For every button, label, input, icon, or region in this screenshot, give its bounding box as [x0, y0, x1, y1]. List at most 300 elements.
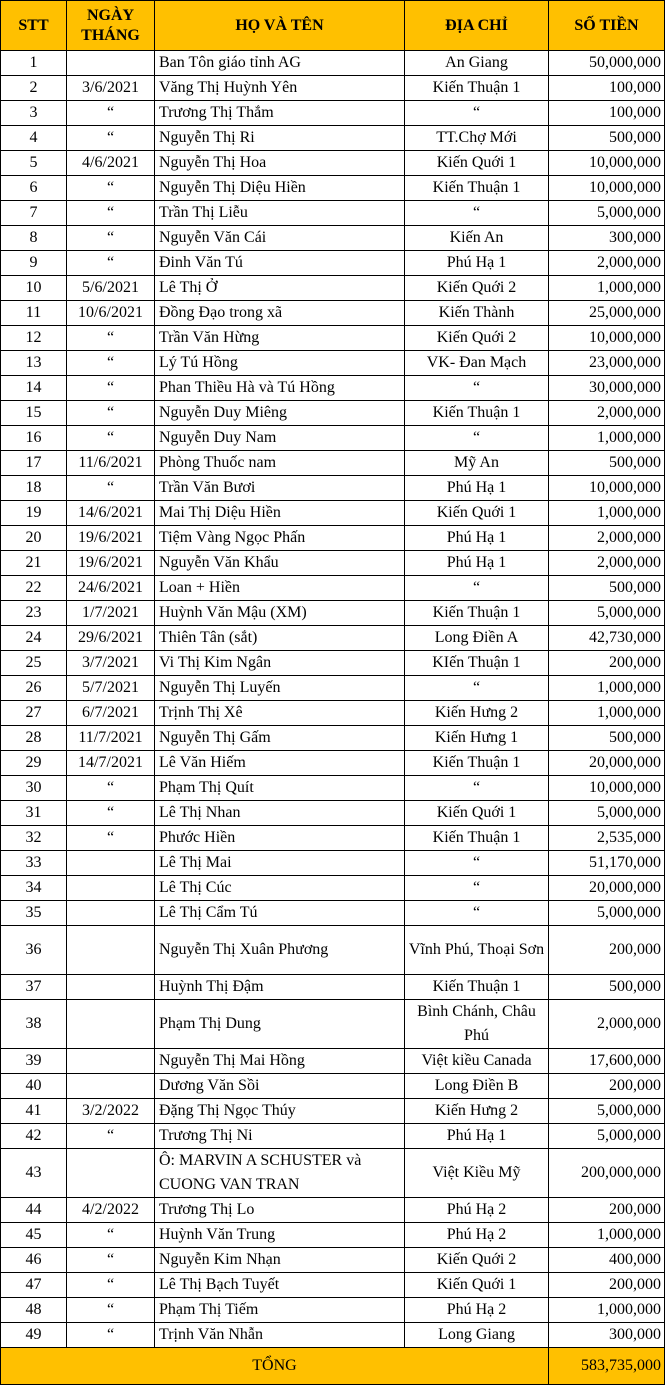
row-date: “ — [67, 1124, 155, 1149]
row-address: Kiến Quới 1 — [405, 151, 549, 176]
row-amount: 50,000,000 — [549, 51, 665, 76]
row-amount: 5,000,000 — [549, 801, 665, 826]
row-date: 3/7/2021 — [67, 651, 155, 676]
row-amount: 100,000 — [549, 76, 665, 101]
row-amount: 1,000,000 — [549, 426, 665, 451]
row-date: “ — [67, 376, 155, 401]
row-name: Văng Thị Huỳnh Yên — [155, 76, 405, 101]
row-name: Nguyễn Thị Hoa — [155, 151, 405, 176]
table-row — [1, 651, 665, 676]
row-number: 49 — [1, 1323, 67, 1348]
table-footer — [1, 1348, 665, 1385]
table-row — [1, 1149, 665, 1198]
row-name: Nguyễn Thị Xuân Phương — [155, 926, 405, 975]
row-name: Lý Tú Hồng — [155, 351, 405, 376]
row-amount: 2,000,000 — [549, 526, 665, 551]
row-address: “ — [405, 576, 549, 601]
row-amount: 1,000,000 — [549, 676, 665, 701]
row-number: 7 — [1, 201, 67, 226]
row-address: “ — [405, 876, 549, 901]
row-name: Lê Thị Cẩm Tú — [155, 901, 405, 926]
row-date: 19/6/2021 — [67, 551, 155, 576]
row-address: Kiến Thuận 1 — [405, 401, 549, 426]
table-row — [1, 451, 665, 476]
row-date: “ — [67, 1273, 155, 1298]
row-address: Kiến An — [405, 226, 549, 251]
row-address: VK- Đan Mạch — [405, 351, 549, 376]
row-number: 34 — [1, 876, 67, 901]
row-amount: 51,170,000 — [549, 851, 665, 876]
table-row — [1, 975, 665, 1000]
row-address: Kiến Hưng 1 — [405, 726, 549, 751]
row-date — [67, 876, 155, 901]
row-number: 32 — [1, 826, 67, 851]
table-row — [1, 226, 665, 251]
row-number: 17 — [1, 451, 67, 476]
row-name: Phước Hiền — [155, 826, 405, 851]
row-address: Vĩnh Phú, Thoại Sơn — [405, 926, 549, 975]
row-name: Dương Văn Sồi — [155, 1074, 405, 1099]
row-address: “ — [405, 676, 549, 701]
row-number: 16 — [1, 426, 67, 451]
row-name: Phạm Thị Dung — [155, 1000, 405, 1049]
total-row — [1, 1348, 665, 1385]
row-date: “ — [67, 326, 155, 351]
row-number: 30 — [1, 776, 67, 801]
row-name: Phạm Thị Tiếm — [155, 1298, 405, 1323]
row-address: KIến Thuận 1 — [405, 651, 549, 676]
header-address: ĐỊA CHỈ — [405, 1, 549, 51]
row-amount: 10,000,000 — [549, 326, 665, 351]
table-row — [1, 626, 665, 651]
row-name: Trịnh Thị Xê — [155, 701, 405, 726]
row-amount: 1,000,000 — [549, 1223, 665, 1248]
row-number: 29 — [1, 751, 67, 776]
row-amount: 200,000 — [549, 1198, 665, 1223]
row-name: Trương Thị Lo — [155, 1198, 405, 1223]
row-name: Nguyễn Duy Miêng — [155, 401, 405, 426]
row-address: Kiến Quới 1 — [405, 501, 549, 526]
row-name: Vi Thị Kim Ngân — [155, 651, 405, 676]
row-amount: 1,000,000 — [549, 276, 665, 301]
row-amount: 5,000,000 — [549, 1099, 665, 1124]
row-address: Việt kiều Canada — [405, 1049, 549, 1074]
row-number: 48 — [1, 1298, 67, 1323]
header-name: HỌ VÀ TÊN — [155, 1, 405, 51]
row-address: “ — [405, 901, 549, 926]
row-amount: 400,000 — [549, 1248, 665, 1273]
row-name: Trần Thị Liễu — [155, 201, 405, 226]
row-number: 10 — [1, 276, 67, 301]
row-number: 18 — [1, 476, 67, 501]
row-amount: 25,000,000 — [549, 301, 665, 326]
row-address: “ — [405, 776, 549, 801]
row-name: Loan + Hiền — [155, 576, 405, 601]
row-name: Lê Văn Hiếm — [155, 751, 405, 776]
row-name: Nguyễn Văn Khẩu — [155, 551, 405, 576]
row-address: Kiến Thành — [405, 301, 549, 326]
row-date — [67, 851, 155, 876]
row-number: 13 — [1, 351, 67, 376]
row-amount: 200,000 — [549, 1273, 665, 1298]
row-amount: 17,600,000 — [549, 1049, 665, 1074]
row-amount: 300,000 — [549, 226, 665, 251]
row-date: “ — [67, 476, 155, 501]
row-date: “ — [67, 1298, 155, 1323]
row-address: “ — [405, 376, 549, 401]
row-date: 14/7/2021 — [67, 751, 155, 776]
table-row — [1, 701, 665, 726]
row-number: 8 — [1, 226, 67, 251]
row-address: Kiến Thuận 1 — [405, 76, 549, 101]
row-date: “ — [67, 176, 155, 201]
row-name: Lê Thị Mai — [155, 851, 405, 876]
row-amount: 1,000,000 — [549, 701, 665, 726]
table-row — [1, 801, 665, 826]
table-row — [1, 401, 665, 426]
row-number: 26 — [1, 676, 67, 701]
table-row — [1, 526, 665, 551]
row-name: Đồng Đạo trong xã — [155, 301, 405, 326]
row-number: 47 — [1, 1273, 67, 1298]
row-date: “ — [67, 101, 155, 126]
table-header — [1, 1, 665, 51]
row-address: Kiến Thuận 1 — [405, 826, 549, 851]
row-name: Trần Văn Bươi — [155, 476, 405, 501]
row-number: 45 — [1, 1223, 67, 1248]
row-number: 19 — [1, 501, 67, 526]
row-amount: 42,730,000 — [549, 626, 665, 651]
row-address: Kiến Hưng 2 — [405, 701, 549, 726]
table-row — [1, 826, 665, 851]
row-amount: 500,000 — [549, 126, 665, 151]
row-date: 5/6/2021 — [67, 276, 155, 301]
row-amount: 100,000 — [549, 101, 665, 126]
row-address: “ — [405, 101, 549, 126]
table-row — [1, 51, 665, 76]
row-date: “ — [67, 251, 155, 276]
row-name: Đinh Văn Tú — [155, 251, 405, 276]
header-row — [1, 1, 665, 51]
table-row — [1, 476, 665, 501]
table-row — [1, 926, 665, 975]
row-address: “ — [405, 851, 549, 876]
row-date — [67, 901, 155, 926]
table-body — [1, 51, 665, 1348]
row-date: “ — [67, 826, 155, 851]
row-date: “ — [67, 201, 155, 226]
row-date: “ — [67, 351, 155, 376]
row-address: Kiến Thuận 1 — [405, 601, 549, 626]
table-row — [1, 176, 665, 201]
row-address: Phú Hạ 2 — [405, 1223, 549, 1248]
row-address: Kiến Quới 2 — [405, 1248, 549, 1273]
table-row — [1, 1000, 665, 1049]
row-number: 42 — [1, 1124, 67, 1149]
row-amount: 300,000 — [549, 1323, 665, 1348]
row-date: “ — [67, 126, 155, 151]
row-amount: 500,000 — [549, 576, 665, 601]
row-address: Phú Hạ 1 — [405, 1124, 549, 1149]
table-row — [1, 1248, 665, 1273]
row-address: “ — [405, 201, 549, 226]
table-row — [1, 376, 665, 401]
table-row — [1, 876, 665, 901]
row-name: Nguyễn Kim Nhạn — [155, 1248, 405, 1273]
row-address: Phú Hạ 1 — [405, 526, 549, 551]
header-amount: SỐ TIỀN — [549, 1, 665, 51]
row-date: 19/6/2021 — [67, 526, 155, 551]
row-name: Trịnh Văn Nhẫn — [155, 1323, 405, 1348]
row-name: Nguyễn Thị Ri — [155, 126, 405, 151]
row-amount: 20,000,000 — [549, 751, 665, 776]
row-date: 5/7/2021 — [67, 676, 155, 701]
row-date: 4/6/2021 — [67, 151, 155, 176]
row-amount: 200,000 — [549, 651, 665, 676]
row-number: 9 — [1, 251, 67, 276]
row-number: 14 — [1, 376, 67, 401]
row-address: Phú Hạ 1 — [405, 551, 549, 576]
table-row — [1, 101, 665, 126]
table-row — [1, 726, 665, 751]
row-amount: 200,000,000 — [549, 1149, 665, 1198]
table-row — [1, 151, 665, 176]
row-number: 44 — [1, 1198, 67, 1223]
row-amount: 2,000,000 — [549, 1000, 665, 1049]
row-amount: 10,000,000 — [549, 176, 665, 201]
row-number: 23 — [1, 601, 67, 626]
row-amount: 10,000,000 — [549, 151, 665, 176]
row-address: Long Điền B — [405, 1074, 549, 1099]
row-amount: 20,000,000 — [549, 876, 665, 901]
table-row — [1, 326, 665, 351]
table-row — [1, 276, 665, 301]
row-date: 11/6/2021 — [67, 451, 155, 476]
row-name: Nguyễn Thị Diệu Hiền — [155, 176, 405, 201]
row-name: Huỳnh Văn Trung — [155, 1223, 405, 1248]
row-amount: 5,000,000 — [549, 1124, 665, 1149]
row-address: Kiến Quới 2 — [405, 326, 549, 351]
row-date — [67, 1149, 155, 1198]
table-row — [1, 1273, 665, 1298]
row-date: 29/6/2021 — [67, 626, 155, 651]
row-name: Lê Thị Cúc — [155, 876, 405, 901]
row-name: Phạm Thị Quít — [155, 776, 405, 801]
row-date: “ — [67, 226, 155, 251]
row-date — [67, 975, 155, 1000]
row-amount: 2,000,000 — [549, 401, 665, 426]
table-row — [1, 126, 665, 151]
row-amount: 5,000,000 — [549, 601, 665, 626]
row-name: Mai Thị Diệu Hiền — [155, 501, 405, 526]
row-number: 5 — [1, 151, 67, 176]
row-amount: 23,000,000 — [549, 351, 665, 376]
row-amount: 200,000 — [549, 926, 665, 975]
header-stt: STT — [1, 1, 67, 51]
total-amount: 583,735,000 — [549, 1348, 665, 1385]
row-name: Trần Văn Hừng — [155, 326, 405, 351]
table-row — [1, 851, 665, 876]
row-address: Kiến Hưng 2 — [405, 1099, 549, 1124]
row-number: 3 — [1, 101, 67, 126]
row-date: “ — [67, 1223, 155, 1248]
row-number: 31 — [1, 801, 67, 826]
row-name: Đặng Thị Ngọc Thúy — [155, 1099, 405, 1124]
row-number: 15 — [1, 401, 67, 426]
row-number: 46 — [1, 1248, 67, 1273]
table-row — [1, 1298, 665, 1323]
row-address: Kiến Quới 1 — [405, 801, 549, 826]
row-number: 4 — [1, 126, 67, 151]
row-amount: 5,000,000 — [549, 201, 665, 226]
row-name: Huỳnh Thị Đậm — [155, 975, 405, 1000]
row-address: Phú Hạ 1 — [405, 476, 549, 501]
row-name: Phan Thiều Hà và Tú Hồng — [155, 376, 405, 401]
row-amount: 10,000,000 — [549, 776, 665, 801]
row-number: 35 — [1, 901, 67, 926]
row-date: “ — [67, 1323, 155, 1348]
row-date: 14/6/2021 — [67, 501, 155, 526]
row-amount: 1,000,000 — [549, 1298, 665, 1323]
table-row — [1, 1198, 665, 1223]
row-address: Phú Hạ 2 — [405, 1298, 549, 1323]
row-name: Lê Thị Nhan — [155, 801, 405, 826]
row-name: Nguyễn Thị Luyến — [155, 676, 405, 701]
row-number: 40 — [1, 1074, 67, 1099]
row-number: 38 — [1, 1000, 67, 1049]
row-number: 12 — [1, 326, 67, 351]
row-address: Kiến Thuận 1 — [405, 176, 549, 201]
table-row — [1, 1099, 665, 1124]
row-name: Nguyễn Thị Mai Hồng — [155, 1049, 405, 1074]
row-number: 22 — [1, 576, 67, 601]
row-date: “ — [67, 801, 155, 826]
row-name: Huỳnh Văn Mậu (XM) — [155, 601, 405, 626]
row-amount: 1,000,000 — [549, 501, 665, 526]
row-date: 3/2/2022 — [67, 1099, 155, 1124]
row-amount: 500,000 — [549, 975, 665, 1000]
row-amount: 5,000,000 — [549, 901, 665, 926]
row-date: 24/6/2021 — [67, 576, 155, 601]
row-name: Nguyễn Thị Gấm — [155, 726, 405, 751]
row-date — [67, 1074, 155, 1099]
row-date — [67, 1000, 155, 1049]
row-address: An Giang — [405, 51, 549, 76]
row-number: 43 — [1, 1149, 67, 1198]
row-number: 24 — [1, 626, 67, 651]
row-name: Trương Thị Ni — [155, 1124, 405, 1149]
row-date: 3/6/2021 — [67, 76, 155, 101]
table-row — [1, 901, 665, 926]
table-row — [1, 676, 665, 701]
table-row — [1, 1049, 665, 1074]
row-name: Lê Thị Ở — [155, 276, 405, 301]
row-name: Ô: MARVIN A SCHUSTER và CUONG VAN TRAN — [155, 1149, 405, 1198]
row-name: Thiên Tân (sắt) — [155, 626, 405, 651]
row-number: 6 — [1, 176, 67, 201]
row-address: TT.Chợ Mới — [405, 126, 549, 151]
table-row — [1, 601, 665, 626]
row-number: 36 — [1, 926, 67, 975]
row-name: Tiệm Vàng Ngọc Phấn — [155, 526, 405, 551]
row-date — [67, 1049, 155, 1074]
table-row — [1, 776, 665, 801]
row-amount: 2,535,000 — [549, 826, 665, 851]
row-amount: 500,000 — [549, 726, 665, 751]
row-address: Phú Hạ 2 — [405, 1198, 549, 1223]
row-number: 41 — [1, 1099, 67, 1124]
row-date: “ — [67, 1248, 155, 1273]
row-address: Kiến Thuận 1 — [405, 975, 549, 1000]
row-number: 20 — [1, 526, 67, 551]
row-address: Long Điền A — [405, 626, 549, 651]
table-row — [1, 301, 665, 326]
row-address: Phú Hạ 1 — [405, 251, 549, 276]
row-address: Kiến Thuận 1 — [405, 751, 549, 776]
row-number: 33 — [1, 851, 67, 876]
row-number: 25 — [1, 651, 67, 676]
row-number: 27 — [1, 701, 67, 726]
row-number: 11 — [1, 301, 67, 326]
row-address: Long Giang — [405, 1323, 549, 1348]
row-date: 11/7/2021 — [67, 726, 155, 751]
row-date: 6/7/2021 — [67, 701, 155, 726]
total-label: TỔNG — [1, 1348, 549, 1385]
row-amount: 200,000 — [549, 1074, 665, 1099]
row-name: Ban Tôn giáo tỉnh AG — [155, 51, 405, 76]
row-number: 1 — [1, 51, 67, 76]
row-address: Kiến Quới 2 — [405, 276, 549, 301]
row-address: Bình Chánh, Châu Phú — [405, 1000, 549, 1049]
table-row — [1, 1323, 665, 1348]
row-number: 2 — [1, 76, 67, 101]
row-address: Kiến Quới 1 — [405, 1273, 549, 1298]
header-date: NGÀY THÁNG — [67, 1, 155, 51]
table-row — [1, 551, 665, 576]
table-row — [1, 76, 665, 101]
row-amount: 10,000,000 — [549, 476, 665, 501]
row-number: 37 — [1, 975, 67, 1000]
row-name: Nguyễn Duy Nam — [155, 426, 405, 451]
row-name: Phòng Thuốc nam — [155, 451, 405, 476]
table-row — [1, 576, 665, 601]
table-row — [1, 1124, 665, 1149]
table-row — [1, 351, 665, 376]
row-amount: 2,000,000 — [549, 251, 665, 276]
row-date: “ — [67, 776, 155, 801]
row-date — [67, 51, 155, 76]
row-date: “ — [67, 401, 155, 426]
table-row — [1, 1223, 665, 1248]
table-row — [1, 251, 665, 276]
row-name: Nguyễn Văn Cái — [155, 226, 405, 251]
row-amount: 2,000,000 — [549, 551, 665, 576]
row-date: 10/6/2021 — [67, 301, 155, 326]
row-name: Lê Thị Bạch Tuyết — [155, 1273, 405, 1298]
row-name: Trương Thị Thắm — [155, 101, 405, 126]
row-amount: 500,000 — [549, 451, 665, 476]
row-address: Mỹ An — [405, 451, 549, 476]
table-row — [1, 426, 665, 451]
row-date: “ — [67, 426, 155, 451]
row-date — [67, 926, 155, 975]
row-date: 1/7/2021 — [67, 601, 155, 626]
table-row — [1, 501, 665, 526]
row-amount: 30,000,000 — [549, 376, 665, 401]
row-address: Việt Kiều Mỹ — [405, 1149, 549, 1198]
row-date: 4/2/2022 — [67, 1198, 155, 1223]
table-row — [1, 751, 665, 776]
